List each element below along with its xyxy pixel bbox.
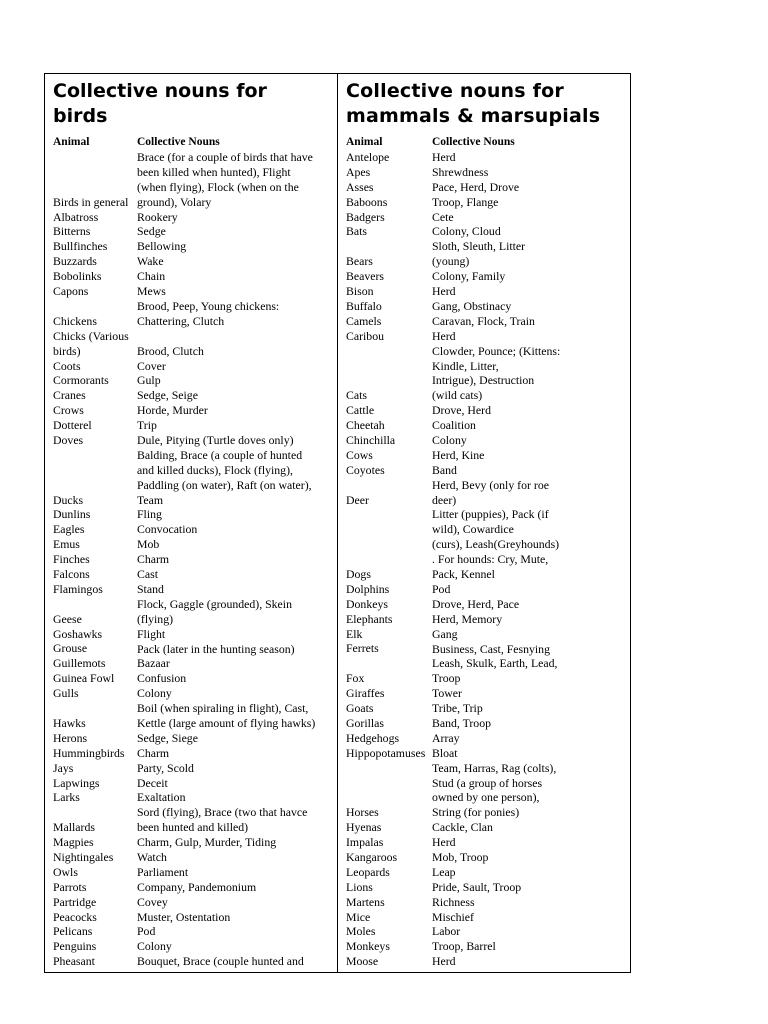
birds-animal-cell: Goshawks	[53, 626, 103, 641]
birds-row	[53, 150, 335, 210]
birds-nouns-cell: Bouquet, Brace (couple hunted and	[137, 954, 304, 969]
birds-row	[53, 642, 335, 657]
mammals-animal-cell: Cats	[346, 388, 367, 403]
mammals-row	[346, 686, 628, 701]
mammals-nouns-cell: Cete	[432, 209, 454, 224]
birds-nouns-cell: Exaltation	[137, 790, 186, 805]
birds-row	[53, 254, 335, 269]
birds-row	[53, 537, 335, 552]
birds-animal-cell: Eagles	[53, 522, 85, 537]
birds-animal-cell: Doves	[53, 432, 84, 447]
birds-row	[53, 731, 335, 746]
mammals-nouns-cell: Herd, Bevy (only for roe deer)	[432, 477, 549, 507]
mammals-nouns-cell: Colony	[432, 432, 467, 447]
mammals-nouns-cell: Herd	[432, 328, 456, 343]
birds-row	[53, 746, 335, 761]
mammals-row	[346, 284, 628, 299]
birds-row	[53, 552, 335, 567]
birds-nouns-cell: Chain	[137, 269, 166, 284]
mammals-row	[346, 344, 628, 404]
mammals-row	[346, 656, 628, 686]
birds-nouns-cell: Charm, Gulp, Murder, Tiding	[137, 835, 277, 850]
mammals-animal-cell: Cows	[346, 447, 373, 462]
mammals-animal-cell: Coyotes	[346, 462, 385, 477]
mammals-row	[346, 642, 628, 657]
mammals-animal-cell: Martens	[346, 894, 385, 909]
birds-animal-cell: Cranes	[53, 388, 86, 403]
mammals-animal-cell: Moles	[346, 924, 376, 939]
birds-nouns-cell: Dule, Pitying (Turtle doves only)	[137, 432, 294, 447]
birds-nouns-cell: Sedge, Siege	[137, 730, 198, 745]
birds-title: Collective nouns for birds	[53, 80, 267, 127]
birds-animal-cell: Buzzards	[53, 254, 97, 269]
birds-animal-cell: Chicks (Various birds)	[53, 328, 129, 358]
birds-header-animal: Animal	[53, 136, 90, 148]
birds-row	[53, 924, 335, 939]
mammals-animal-cell: Monkeys	[346, 939, 390, 954]
birds-animal-cell: Grouse	[53, 641, 88, 656]
mammals-nouns-cell: Pride, Sault, Troop	[432, 879, 522, 894]
mammals-row	[346, 910, 628, 925]
mammals-animal-cell: Mice	[346, 909, 371, 924]
birds-nouns-cell: Muster, Ostentation	[137, 909, 231, 924]
mammals-animal-cell: Bison	[346, 284, 374, 299]
birds-row	[53, 910, 335, 925]
mammals-nouns-cell: Sloth, Sleuth, Litter (young)	[432, 239, 526, 269]
birds-animal-cell: Falcons	[53, 567, 90, 582]
birds-row	[53, 403, 335, 418]
birds-animal-cell: Ducks	[53, 492, 84, 507]
mammals-row	[346, 850, 628, 865]
birds-row	[53, 671, 335, 686]
mammals-nouns-cell: Bloat	[432, 745, 458, 760]
mammals-row	[346, 224, 628, 239]
birds-nouns-cell: Deceit	[137, 775, 168, 790]
mammals-animal-cell: Dolphins	[346, 581, 390, 596]
birds-nouns-cell: Boil (when spiraling in flight), Cast, Kettle (large amount of flying hawks)	[137, 701, 316, 730]
birds-row	[53, 373, 335, 388]
birds-row	[53, 359, 335, 374]
birds-nouns-cell: Stand	[137, 581, 164, 596]
mammals-row	[346, 329, 628, 344]
birds-nouns-cell: Party, Scold	[137, 760, 194, 775]
birds-nouns-cell: Company, Pandemonium	[137, 879, 257, 894]
birds-animal-cell: Herons	[53, 730, 88, 745]
birds-nouns-cell: Parliament	[137, 864, 189, 879]
birds-row	[53, 805, 335, 835]
birds-nouns-cell: Pod	[137, 924, 156, 939]
mammals-header-animal: Animal	[346, 136, 383, 148]
birds-row	[53, 895, 335, 910]
birds-row	[53, 448, 335, 508]
mammals-row	[346, 865, 628, 880]
birds-nouns-cell: Charm	[137, 745, 170, 760]
birds-row	[53, 686, 335, 701]
mammals-nouns-cell: Drove, Herd, Pace	[432, 596, 520, 611]
mammals-nouns-cell: Drove, Herd	[432, 403, 491, 418]
birds-animal-cell: Pelicans	[53, 924, 93, 939]
mammals-animal-cell: Baboons	[346, 194, 388, 209]
birds-animal-cell: Albatross	[53, 209, 99, 224]
birds-row	[53, 761, 335, 776]
mammals-row	[346, 597, 628, 612]
mammals-animal-cell: Goats	[346, 701, 374, 716]
birds-row	[53, 954, 335, 969]
mammals-animal-cell: Cheetah	[346, 418, 385, 433]
mammals-nouns-cell: Richness	[432, 894, 475, 909]
birds-animal-cell: Dotterel	[53, 418, 92, 433]
birds-nouns-cell: Trip	[137, 418, 157, 433]
mammals-nouns-cell: Leap	[432, 864, 456, 879]
birds-row	[53, 939, 335, 954]
birds-animal-cell: Emus	[53, 537, 80, 552]
mammals-row	[346, 418, 628, 433]
mammals-header-nouns: Collective Nouns	[432, 136, 515, 148]
birds-row	[53, 656, 335, 671]
birds-nouns-cell: Watch	[137, 850, 167, 864]
birds-row	[53, 329, 335, 359]
birds-row	[53, 850, 335, 865]
birds-nouns-cell: Bazaar	[137, 656, 170, 671]
birds-header-row	[53, 135, 333, 150]
birds-animal-cell: Geese	[53, 611, 82, 626]
birds-nouns-cell: Brood, Peep, Young chickens: Chattering, Clutch	[137, 298, 280, 328]
mammals-row	[346, 507, 628, 582]
birds-header-nouns: Collective Nouns	[137, 136, 220, 148]
birds-animal-cell: Crows	[53, 403, 84, 418]
birds-nouns-cell: Mob	[137, 537, 160, 552]
birds-animal-cell: Flamingos	[53, 581, 103, 596]
mammals-animal-cell: Hippopotamuses	[346, 745, 426, 760]
mammals-nouns-cell: Troop, Flange	[432, 194, 499, 209]
birds-animal-cell: Guillemots	[53, 656, 106, 671]
mammals-animal-cell: Elephants	[346, 611, 393, 626]
mammals-animal-cell: Giraffes	[346, 686, 385, 701]
mammals-animal-cell: Kangaroos	[346, 850, 398, 864]
birds-nouns-cell: Colony	[137, 686, 172, 701]
mammals-nouns-cell: Caravan, Flock, Train	[432, 313, 535, 328]
birds-column	[45, 74, 338, 972]
mammals-nouns-cell: Mob, Troop	[432, 850, 489, 865]
mammals-animal-cell: Badgers	[346, 209, 385, 224]
mammals-animal-cell: Antelope	[346, 149, 390, 164]
birds-animal-cell: Coots	[53, 358, 81, 373]
birds-nouns-cell: Sedge	[137, 224, 166, 239]
mammals-animal-cell: Caribou	[346, 328, 385, 343]
mammals-row	[346, 210, 628, 225]
birds-animal-cell: Owls	[53, 864, 78, 879]
mammals-row	[346, 954, 628, 969]
mammals-nouns-cell: Gang	[432, 626, 458, 641]
birds-row	[53, 567, 335, 582]
mammals-row	[346, 165, 628, 180]
birds-animal-cell: Guinea Fowl	[53, 671, 115, 686]
birds-nouns-cell: Charm	[137, 552, 170, 567]
birds-animal-cell: Lapwings	[53, 775, 100, 790]
mammals-animal-cell: Camels	[346, 313, 382, 328]
birds-animal-cell: Larks	[53, 790, 80, 805]
mammals-animal-cell: Buffalo	[346, 298, 382, 313]
birds-animal-cell: Hawks	[53, 715, 86, 730]
mammals-row	[346, 835, 628, 850]
mammals-row	[346, 612, 628, 627]
birds-row	[53, 299, 335, 329]
birds-row	[53, 284, 335, 299]
birds-animal-cell: Peacocks	[53, 909, 97, 924]
mammals-nouns-cell: Business, Cast, Fesnying	[432, 641, 550, 656]
mammals-nouns-cell: Labor	[432, 924, 461, 939]
mammals-nouns-cell: Tribe, Trip	[432, 701, 483, 716]
birds-animal-cell: Gulls	[53, 686, 79, 701]
birds-nouns-cell: Sedge, Seige	[137, 388, 198, 403]
birds-animal-cell: Jays	[53, 760, 74, 775]
birds-nouns-cell: Rookery	[137, 209, 178, 224]
birds-animal-cell: Pheasant	[53, 954, 95, 969]
mammals-title: Collective nouns for mammals & marsupials	[346, 80, 601, 127]
birds-nouns-cell: Brace (for a couple of birds that have been killed when hunted), Flight (when flying), Flock (when on the ground), Volary	[137, 150, 313, 209]
mammals-row	[346, 701, 628, 716]
birds-nouns-cell: Cover	[137, 358, 166, 373]
birds-animal-cell: Capons	[53, 284, 89, 299]
birds-nouns-cell: Colony	[137, 939, 172, 954]
mammals-row	[346, 582, 628, 597]
birds-nouns-cell: Covey	[137, 894, 168, 909]
mammals-row	[346, 433, 628, 448]
birds-animal-cell: Penguins	[53, 939, 97, 954]
mammals-row	[346, 924, 628, 939]
mammals-nouns-cell: Mischief	[432, 909, 474, 924]
mammals-rows	[346, 150, 628, 969]
mammals-nouns-cell: Leash, Skulk, Earth, Lead, Troop	[432, 656, 558, 686]
mammals-animal-cell: Fox	[346, 671, 365, 686]
mammals-animal-cell: Lions	[346, 879, 373, 894]
birds-row	[53, 880, 335, 895]
mammals-animal-cell: Beavers	[346, 269, 384, 284]
birds-row	[53, 776, 335, 791]
mammals-header-row	[346, 135, 626, 150]
mammals-nouns-cell: Band	[432, 462, 457, 477]
birds-animal-cell: Bullfinches	[53, 239, 108, 254]
birds-row	[53, 224, 335, 239]
birds-nouns-cell: Wake	[137, 254, 164, 269]
mammals-animal-cell: Cattle	[346, 403, 375, 418]
mammals-nouns-cell: Coalition	[432, 418, 476, 433]
mammals-row	[346, 746, 628, 761]
mammals-row	[346, 880, 628, 895]
birds-animal-cell: Hummingbirds	[53, 745, 125, 760]
birds-nouns-cell: Fling	[137, 507, 162, 522]
mammals-row	[346, 627, 628, 642]
mammals-column	[338, 74, 630, 972]
birds-row	[53, 522, 335, 537]
mammals-row	[346, 939, 628, 954]
mammals-nouns-cell: Herd, Kine	[432, 447, 485, 462]
birds-animal-cell: Finches	[53, 552, 90, 567]
mammals-animal-cell: Bats	[346, 224, 367, 239]
mammals-animal-cell: Chinchilla	[346, 432, 396, 447]
mammals-nouns-cell: Band, Troop	[432, 715, 492, 730]
birds-nouns-cell: Bellowing	[137, 239, 187, 254]
birds-rows	[53, 150, 335, 969]
birds-animal-cell: Nightingales	[53, 849, 114, 864]
mammals-nouns-cell: Herd	[432, 954, 456, 969]
birds-animal-cell: Bobolinks	[53, 269, 102, 284]
mammals-nouns-cell: Tower	[432, 686, 462, 701]
mammals-nouns-cell: Colony, Family	[432, 269, 506, 284]
birds-animal-cell: Magpies	[53, 835, 94, 850]
mammals-animal-cell: Horses	[346, 805, 379, 820]
birds-row	[53, 507, 335, 522]
mammals-nouns-cell: Shrewdness	[432, 164, 489, 179]
birds-row	[53, 865, 335, 880]
mammals-nouns-cell: Colony, Cloud	[432, 224, 501, 239]
mammals-row	[346, 299, 628, 314]
mammals-animal-cell: Hedgehogs	[346, 730, 400, 745]
birds-row	[53, 269, 335, 284]
mammals-row	[346, 269, 628, 284]
mammals-animal-cell: Leopards	[346, 864, 390, 879]
mammals-row	[346, 820, 628, 835]
birds-animal-cell: Parrots	[53, 879, 87, 894]
mammals-animal-cell: Dogs	[346, 567, 371, 582]
birds-nouns-cell: Confusion	[137, 671, 187, 686]
birds-row	[53, 433, 335, 448]
birds-animal-cell: Mallards	[53, 820, 95, 835]
mammals-nouns-cell: Herd	[432, 835, 456, 850]
mammals-row	[346, 180, 628, 195]
birds-animal-cell: Birds in general	[53, 194, 129, 209]
birds-nouns-cell: Flight	[137, 626, 166, 641]
mammals-row	[346, 403, 628, 418]
birds-nouns-cell: Convocation	[137, 522, 198, 537]
mammals-nouns-cell: Gang, Obstinacy	[432, 298, 512, 313]
mammals-nouns-cell: Team, Harras, Rag (colts), Stud (a group of horses owned by one person), String (for ponies)	[432, 760, 557, 820]
mammals-animal-cell: Deer	[346, 492, 369, 507]
mammals-row	[346, 239, 628, 269]
birds-row	[53, 835, 335, 850]
birds-row	[53, 582, 335, 597]
birds-nouns-cell: Balding, Brace (a couple of hunted and killed ducks), Flock (flying), Paddling (on water), Raft (on water), Team	[137, 447, 312, 507]
mammals-row	[346, 716, 628, 731]
mammals-row	[346, 448, 628, 463]
birds-nouns-cell: Brood, Clutch	[137, 343, 204, 358]
birds-nouns-cell: Cast	[137, 567, 158, 582]
mammals-nouns-cell: Pace, Herd, Drove	[432, 179, 520, 194]
mammals-animal-cell: Moose	[346, 954, 379, 969]
mammals-nouns-cell: Pod	[432, 581, 451, 596]
birds-animal-cell: Chickens	[53, 313, 97, 328]
mammals-nouns-cell: Herd	[432, 284, 456, 299]
mammals-animal-cell: Ferrets	[346, 641, 379, 656]
mammals-animal-cell: Bears	[346, 254, 373, 269]
mammals-row	[346, 314, 628, 329]
mammals-nouns-cell: Litter (puppies), Pack (if wild), Cowardice (curs), Leash(Greyhounds) . For hounds: Cry, Mute, Pack, Kennel	[432, 507, 560, 582]
birds-nouns-cell: Flock, Gaggle (grounded), Skein (flying)	[137, 596, 292, 626]
mammals-row	[346, 895, 628, 910]
birds-row	[53, 790, 335, 805]
mammals-nouns-cell: Array	[432, 730, 460, 745]
mammals-row	[346, 731, 628, 746]
birds-row	[53, 388, 335, 403]
collective-nouns-table	[44, 73, 631, 973]
mammals-animal-cell: Apes	[346, 164, 371, 179]
birds-animal-cell: Bitterns	[53, 224, 91, 239]
mammals-animal-cell: Hyenas	[346, 820, 382, 835]
mammals-nouns-cell: Troop, Barrel	[432, 939, 496, 954]
birds-row	[53, 418, 335, 433]
mammals-animal-cell: Asses	[346, 179, 374, 194]
mammals-nouns-cell: Clowder, Pounce; (Kittens: Kindle, Litter, Intrigue), Destruction (wild cats)	[432, 343, 561, 403]
birds-row	[53, 627, 335, 642]
birds-nouns-cell: Gulp	[137, 373, 161, 388]
birds-nouns-cell: Horde, Murder	[137, 403, 208, 418]
birds-row	[53, 701, 335, 731]
birds-nouns-cell: Mews	[137, 284, 166, 299]
mammals-nouns-cell: Cackle, Clan	[432, 820, 493, 835]
birds-animal-cell: Dunlins	[53, 507, 91, 522]
mammals-nouns-cell: Herd, Memory	[432, 611, 503, 626]
mammals-animal-cell: Donkeys	[346, 596, 388, 611]
birds-nouns-cell: Pack (later in the hunting season)	[137, 641, 295, 656]
birds-nouns-cell: Sord (flying), Brace (two that havce been hunted and killed)	[137, 805, 308, 835]
mammals-animal-cell: Impalas	[346, 835, 384, 850]
mammals-animal-cell: Gorillas	[346, 715, 385, 730]
mammals-row	[346, 150, 628, 165]
birds-animal-cell: Cormorants	[53, 373, 109, 388]
birds-row	[53, 210, 335, 225]
mammals-row	[346, 478, 628, 508]
mammals-nouns-cell: Herd	[432, 150, 456, 164]
mammals-animal-cell: Elk	[346, 626, 363, 641]
mammals-row	[346, 195, 628, 210]
birds-animal-cell: Partridge	[53, 894, 97, 909]
birds-row	[53, 239, 335, 254]
birds-row	[53, 597, 335, 627]
mammals-row	[346, 761, 628, 821]
mammals-row	[346, 463, 628, 478]
